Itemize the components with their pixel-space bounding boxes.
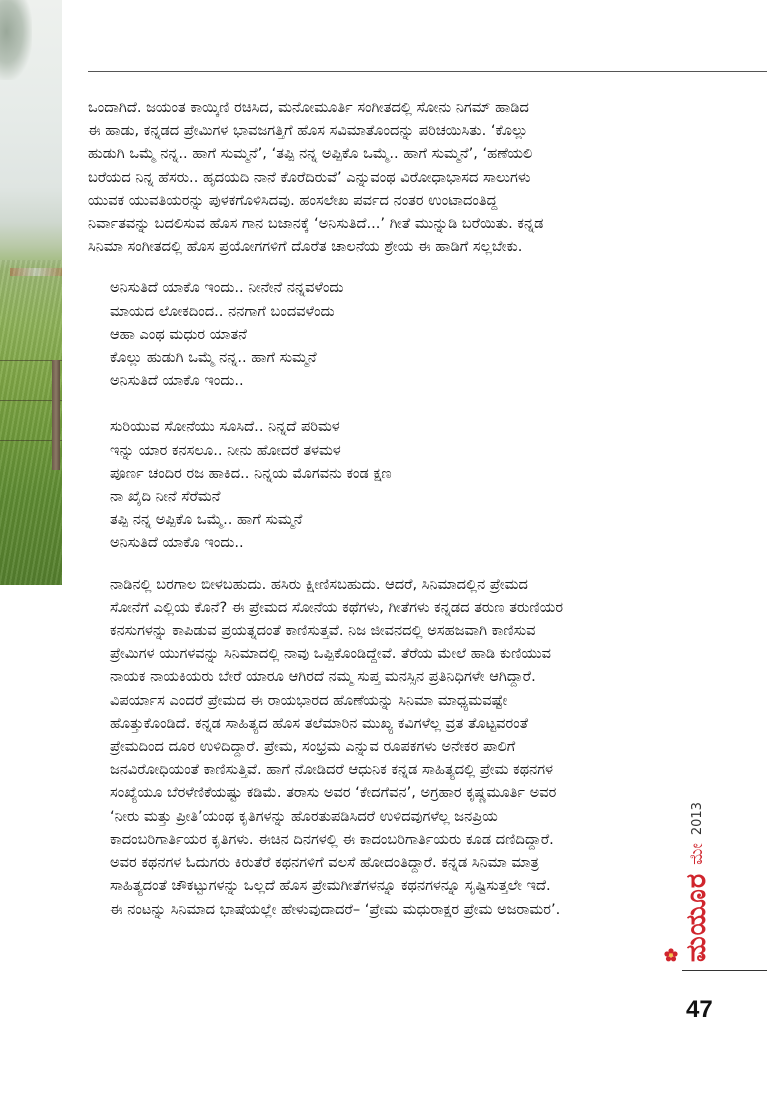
text-line: ಈ ಹಾಡು, ಕನ್ನಡದ ಪ್ರೇಮಿಗಳ ಭಾವಜಗತ್ತಿಗೆ ಹೊಸ ಸವಿಮಾತೊಂದನ್ನು ಪರಿಚಯಿಸಿತು. ‘ಕೊಲ್ಲು	[88, 122, 528, 140]
text-line: ನಿರ್ವಾತವನ್ನು ಬದಲಿಸುವ ಹೊಸ ಗಾನ ಬಜಾನಕ್ಕೆ ‘ಅನಿಸುತಿದೆ...’ ಗೀತೆ ಮುನ್ನುಡಿ ಬರೆಯಿತು. ಕನ್ನಡ	[88, 215, 544, 233]
photo-tree	[0, 0, 32, 80]
text-line: ಹೊತ್ತುಕೊಂಡಿದೆ. ಕನ್ನಡ ಸಾಹಿತ್ಯದ ಹೊಸ ತಲೆಮಾರಿನ ಮುಖ್ಯ ಕವಿಗಳೆಲ್ಲ ವ್ರತ ತೊಟ್ಟವರಂತೆ	[110, 714, 529, 732]
lyric-line: ಅನಿಸುತಿದೆ ಯಾಕೊ ಇಂದು.. ನೀನೇನೆ ನನ್ನವಳೆಂದು	[110, 279, 344, 297]
text-line: ಸಂಖ್ಯೆಯೂ ಬೆರಳೆಣಿಕೆಯಷ್ಟು ಕಡಿಮೆ. ತರಾಸು ಅವರ ‘ಕೇದಗೆವನ’, ಅಗ್ರಹಾರ ಕೃಷ್ಣಮೂರ್ತಿ ಅವರ	[110, 784, 557, 802]
text-line: ಕನಸುಗಳನ್ನು ಕಾಪಿಡುವ ಪ್ರಯತ್ನದಂತೆ ಕಾಣಿಸುತ್ತವೆ. ನಿಜ ಜೀವನದಲ್ಲಿ ಅಸಹಜವಾಗಿ ಕಾಣಿಸುವ	[110, 622, 536, 640]
text-line: ‘ನೀರು ಮತ್ತು ಪ್ರೀತಿ’ಯಂಥ ಕೃತಿಗಳನ್ನು ಹೊರತುಪಡಿಸಿದರೆ ಉಳಿದವುಗಳೆಲ್ಲ ಜನಪ್ರಿಯ	[110, 807, 498, 825]
song-lyrics	[88, 276, 680, 554]
text-line: ಪ್ರೇಮಿಗಳ ಯುಗಳವನ್ನು ಸಿನಿಮಾದಲ್ಲಿ ನಾವು ಒಪ್ಪಿಕೊಂಡಿದ್ದೇವೆ. ತೆರೆಯ ಮೇಲೆ ಹಾಡಿ ಕುಣಿಯುವ	[110, 645, 552, 663]
lyrics-stanza-1	[110, 276, 680, 392]
lyric-line: ಪೂರ್ಣ ಚಂದಿರ ರಜ ಹಾಕಿದ.. ನಿನ್ನಯ ಮೊಗವನು ಕಂಡ ಕ್ಷಣ	[110, 464, 392, 482]
text-line: ಪ್ರೇಮದಿಂದ ದೂರ ಉಳಿದಿದ್ದಾರೆ. ಪ್ರೇಮ, ಸಂಭ್ರಮ ಎನ್ನುವ ರೂಪಕಗಳು ಅನೇಕರ ಪಾಲಿಗೆ	[110, 738, 516, 756]
text-line: ಈ ನಂಟನ್ನು ಸಿನಿಮಾದ ಭಾಷೆಯಲ್ಲೇ ಹೇಳುವುದಾದರೆ– ‘ಪ್ರೇಮ ಮಧುರಾಕ್ಷರ ಪ್ರೇಮ ಅಜರಾಮರ’.	[110, 900, 561, 918]
article-body	[88, 96, 680, 921]
paragraph-2	[88, 573, 680, 921]
text-line: ನಾಡಿನಲ್ಲಿ ಬರಗಾಲ ಬೀಳಬಹುದು. ಹಸಿರು ಕ್ಷೀಣಿಸಬಹುದು. ಆದರೆ, ಸಿನಿಮಾದಲ್ಲಿನ ಪ್ರೇಮದ	[110, 575, 528, 593]
lyric-line: ಸುರಿಯುವ ಸೋನೆಯು ಸೂಸಿದೆ.. ನಿನ್ನದೆ ಪರಿಮಳ	[110, 418, 340, 436]
lyric-line: ಕೊಲ್ಲು ಹುಡುಗಿ ಒಮ್ಮೆ ನನ್ನ.. ಹಾಗೆ ಸುಮ್ಮನೆ	[110, 349, 317, 367]
issue-year: 2013	[689, 802, 705, 836]
text-line: ಯುವಕ ಯುವತಿಯರನ್ನು ಪುಳಕಗೊಳಿಸಿದವು. ಹಂಸಲೇಖ ಪರ್ವದ ನಂತರ ಉಂಟಾದಂತಿದ್ದ	[88, 191, 498, 209]
text-line: ಜನವಿರೋಧಿಯಂತೆ ಕಾಣಿಸುತ್ತಿವೆ. ಹಾಗೆ ನೋಡಿದರೆ ಆಧುನಿಕ ಕನ್ನಡ ಸಾಹಿತ್ಯದಲ್ಲಿ ಪ್ರೇಮ ಕಥನಗಳ	[110, 761, 554, 779]
text-line: ಸೋನೆಗೆ ಎಲ್ಲಿಯ ಕೊನೆ? ಈ ಪ್ರೇಮದ ಸೋನೆಯ ಕಥೆಗಳು, ಗೀತೆಗಳು ಕನ್ನಡದ ತರುಣ ತರುಣಿಯರ	[110, 598, 564, 616]
text-line: ಬರೆಯದ ನಿನ್ನ ಹೆಸರು.. ಹೃದಯದಿ ನಾನೆ ಕೊರೆದಿರುವೆ’ ಎನ್ನುವಂಥ ವಿರೋಧಾಭಾಸದ ಸಾಲುಗಳು	[88, 168, 531, 186]
text-line: ಒಂದಾಗಿದೆ. ಜಯಂತ ಕಾಯ್ಕಿಣಿ ರಚಿಸಿದ, ಮನೋಮೂರ್ತಿ ಸಂಗೀತದಲ್ಲಿ ಸೋನು ನಿಗಮ್ ಹಾಡಿದ	[88, 99, 529, 116]
text-line: ಸಿನಿಮಾ ಸಂಗೀತದಲ್ಲಿ ಹೊಸ ಪ್ರಯೋಗಗಳಿಗೆ ದೊರೆತ ಚಾಲನೆಯ ಶ್ರೇಯ ಈ ಹಾಡಿಗೆ ಸಲ್ಲಬೇಕು.	[88, 238, 523, 256]
lyric-line: ತಪ್ಪಿ ನನ್ನ ಅಪ್ಪಿಕೊ ಒಮ್ಮೆ.. ಹಾಗೆ ಸುಮ್ಮನೆ	[110, 511, 303, 529]
spacer	[88, 555, 680, 573]
paragraph-1	[88, 96, 680, 258]
masthead-rotated	[681, 802, 712, 962]
text-line: ನಾಯಕ ನಾಯಕಿಯರು ಬೇರೆ ಯಾರೂ ಆಗಿರದೆ ನಮ್ಮ ಸುಪ್ತ ಮನಸ್ಸಿನ ಪ್ರತಿನಿಧಿಗಳೇ ಆಗಿದ್ದಾರೆ.	[110, 668, 536, 686]
text-line: ಅವರ ಕಥನಗಳ ಓದುಗರು ಕಿರುತೆರೆ ಕಥನಗಳಿಗೆ ವಲಸೆ ಹೋದಂತಿದ್ದಾರೆ. ಕನ್ನಡ ಸಿನಿಮಾ ಮಾತ್ರ	[110, 854, 539, 872]
magazine-masthead-vertical	[680, 802, 712, 962]
lyric-line: ಅನಿಸುತಿದೆ ಯಾಕೊ ಇಂದು..	[110, 534, 244, 552]
lyric-line: ಆಹಾ ಎಂಥ ಮಧುರ ಯಾತನೆ	[110, 325, 247, 343]
decorative-photo-paddy-field	[0, 0, 62, 585]
text-line: ವಿಪರ್ಯಾಸ ಎಂದರೆ ಪ್ರೇಮದ ಈ ರಾಯಭಾರದ ಹೊಣೆಯನ್ನು ಸಿನಿಮಾ ಮಾಧ್ಯಮವಷ್ಟೇ	[110, 691, 508, 709]
lyric-line: ಮಾಯದ ಲೋಕದಿಂದ.. ನನಗಾಗೆ ಬಂದವಳೆಂದು	[110, 302, 335, 320]
issue-month: ಮೇ	[687, 843, 707, 865]
lyric-line: ಇನ್ನು ಯಾರ ಕನಸಲೂ.. ನೀನು ಹೋದರೆ ತಳಮಳ	[110, 441, 341, 459]
footer-rule	[682, 970, 767, 971]
text-line: ಹುಡುಗಿ ಒಮ್ಮೆ ನನ್ನ.. ಹಾಗೆ ಸುಮ್ಮನೆ’, ‘ತಪ್ಪಿ ನನ್ನ ಅಪ್ಪಿಕೊ ಒಮ್ಮೆ.. ಹಾಗೆ ಸುಮ್ಮನೆ’, ‘ಹಣೆಯಲಿ	[88, 145, 533, 163]
text-line: ಸಾಹಿತ್ಯದಂತೆ ಚೌಕಟ್ಟುಗಳನ್ನು ಒಲ್ಲದೆ ಹೊಸ ಪ್ರೇಮಗೀತೆಗಳನ್ನೂ ಕಥನಗಳನ್ನೂ ಸೃಷ್ಟಿಸುತ್ತಲೇ ಇದೆ.	[110, 877, 551, 895]
magazine-name: ಮಯೂರ	[681, 872, 712, 962]
page-number: 47	[686, 996, 713, 1023]
photo-fence-post	[52, 360, 60, 470]
text-line: ಕಾದಂಬರಿಗಾರ್ತಿಯರ ಕೃತಿಗಳು. ಈಚಿನ ದಿನಗಳಲ್ಲಿ ಈ ಕಾದಂಬರಿಗಾರ್ತಿಯರು ಕೂಡ ದಣಿದಿದ್ದಾರೆ.	[110, 830, 554, 848]
flower-icon	[664, 948, 678, 962]
lyrics-stanza-2	[110, 415, 680, 554]
lyric-line: ನಾ ಖೈದಿ ನೀನೆ ಸೆರೆಮನೆ	[110, 488, 221, 506]
lyric-line: ಅನಿಸುತಿದೆ ಯಾಕೊ ಇಂದು..	[110, 372, 244, 390]
header-rule	[88, 71, 767, 72]
